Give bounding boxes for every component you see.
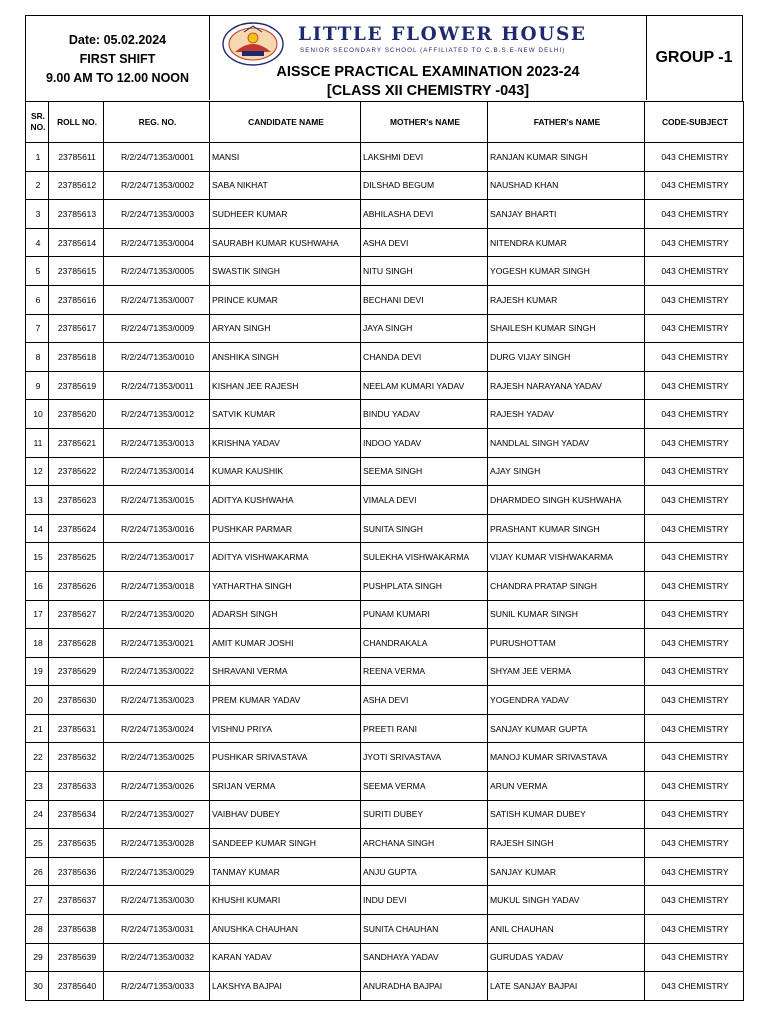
cell-reg-no: R/2/24/71353/0003 [104, 200, 210, 229]
cell-fathers-name: YOGESH KUMAR SINGH [488, 257, 645, 286]
cell-fathers-name: SUNIL KUMAR SINGH [488, 600, 645, 629]
cell-mothers-name: BINDU YADAV [361, 400, 488, 429]
cell-mothers-name: REENA VERMA [361, 657, 488, 686]
cell-mothers-name: INDOO YADAV [361, 428, 488, 457]
cell-fathers-name: ANIL CHAUHAN [488, 915, 645, 944]
cell-code-subject: 043 CHEMISTRY [645, 915, 744, 944]
cell-roll-no: 23785632 [49, 743, 104, 772]
cell-code-subject: 043 CHEMISTRY [645, 457, 744, 486]
cell-roll-no: 23785622 [49, 457, 104, 486]
cell-code-subject: 043 CHEMISTRY [645, 285, 744, 314]
cell-candidate-name: LAKSHYA BAJPAI [210, 972, 361, 1001]
cell-reg-no: R/2/24/71353/0015 [104, 486, 210, 515]
cell-mothers-name: LAKSHMI DEVI [361, 143, 488, 172]
table-row [26, 285, 744, 314]
cell-sr-no: 22 [26, 743, 49, 772]
cell-fathers-name: MUKUL SINGH YADAV [488, 886, 645, 915]
cell-mothers-name: VIMALA DEVI [361, 486, 488, 515]
cell-candidate-name: SATVIK KUMAR [210, 400, 361, 429]
cell-roll-no: 23785612 [49, 171, 104, 200]
exam-date: Date: 05.02.2024 [68, 33, 167, 47]
cell-candidate-name: SAURABH KUMAR KUSHWAHA [210, 228, 361, 257]
cell-roll-no: 23785628 [49, 629, 104, 658]
table-row [26, 600, 744, 629]
cell-sr-no: 5 [26, 257, 49, 286]
exam-title: AISSCE PRACTICAL EXAMINATION 2023-24 [276, 64, 580, 80]
cell-mothers-name: BECHANI DEVI [361, 285, 488, 314]
table-row [26, 314, 744, 343]
school-banner [210, 16, 646, 100]
cell-fathers-name: RAJESH YADAV [488, 400, 645, 429]
cell-fathers-name: GURUDAS YADAV [488, 943, 645, 972]
cell-roll-no: 23785633 [49, 772, 104, 801]
cell-mothers-name: NEELAM KUMARI YADAV [361, 371, 488, 400]
table-row [26, 200, 744, 229]
cell-mothers-name: DILSHAD BEGUM [361, 171, 488, 200]
exam-subject: [CLASS XII CHEMISTRY -043] [326, 83, 530, 99]
cell-sr-no: 8 [26, 343, 49, 372]
cell-sr-no: 6 [26, 285, 49, 314]
cell-code-subject: 043 CHEMISTRY [645, 400, 744, 429]
cell-roll-no: 23785616 [49, 285, 104, 314]
cell-fathers-name: SANJAY KUMAR [488, 857, 645, 886]
cell-sr-no: 23 [26, 772, 49, 801]
cell-reg-no: R/2/24/71353/0025 [104, 743, 210, 772]
cell-mothers-name: SURITI DUBEY [361, 800, 488, 829]
cell-sr-no: 4 [26, 228, 49, 257]
cell-roll-no: 23785619 [49, 371, 104, 400]
cell-roll-no: 23785640 [49, 972, 104, 1001]
cell-candidate-name: PRINCE KUMAR [210, 285, 361, 314]
table-row [26, 629, 744, 658]
cell-sr-no: 20 [26, 686, 49, 715]
cell-candidate-name: ANSHIKA SINGH [210, 343, 361, 372]
cell-code-subject: 043 CHEMISTRY [645, 514, 744, 543]
cell-roll-no: 23785614 [49, 228, 104, 257]
cell-mothers-name: JYOTI SRIVASTAVA [361, 743, 488, 772]
cell-mothers-name: ASHA DEVI [361, 686, 488, 715]
exam-time: 9.00 AM TO 12.00 NOON [45, 71, 190, 85]
table-body [26, 143, 744, 1001]
table-row [26, 571, 744, 600]
cell-roll-no: 23785625 [49, 543, 104, 572]
cell-candidate-name: AMIT KUMAR JOSHI [210, 629, 361, 658]
cell-code-subject: 043 CHEMISTRY [645, 543, 744, 572]
cell-candidate-name: SUDHEER KUMAR [210, 200, 361, 229]
table-row [26, 514, 744, 543]
cell-roll-no: 23785624 [49, 514, 104, 543]
cell-mothers-name: CHANDA DEVI [361, 343, 488, 372]
cell-roll-no: 23785627 [49, 600, 104, 629]
cell-code-subject: 043 CHEMISTRY [645, 829, 744, 858]
cell-mothers-name: SUNITA SINGH [361, 514, 488, 543]
cell-sr-no: 16 [26, 571, 49, 600]
cell-candidate-name: KHUSHI KUMARI [210, 886, 361, 915]
cell-reg-no: R/2/24/71353/0001 [104, 143, 210, 172]
cell-sr-no: 26 [26, 857, 49, 886]
cell-reg-no: R/2/24/71353/0002 [104, 171, 210, 200]
exam-schedule [26, 16, 210, 100]
header-roll-no: ROLL NO. [49, 102, 104, 143]
sheet-header [25, 15, 743, 102]
header-reg-no: REG. NO. [104, 102, 210, 143]
cell-mothers-name: ARCHANA SINGH [361, 829, 488, 858]
cell-candidate-name: KARAN YADAV [210, 943, 361, 972]
cell-roll-no: 23785613 [49, 200, 104, 229]
cell-candidate-name: SWASTIK SINGH [210, 257, 361, 286]
cell-code-subject: 043 CHEMISTRY [645, 343, 744, 372]
cell-roll-no: 23785621 [49, 428, 104, 457]
cell-sr-no: 14 [26, 514, 49, 543]
cell-reg-no: R/2/24/71353/0016 [104, 514, 210, 543]
table-row [26, 257, 744, 286]
cell-candidate-name: PREM KUMAR YADAV [210, 686, 361, 715]
cell-code-subject: 043 CHEMISTRY [645, 800, 744, 829]
table-row [26, 657, 744, 686]
cell-reg-no: R/2/24/71353/0028 [104, 829, 210, 858]
table-row [26, 343, 744, 372]
table-row [26, 171, 744, 200]
table-row [26, 686, 744, 715]
table-row [26, 829, 744, 858]
cell-fathers-name: AJAY SINGH [488, 457, 645, 486]
cell-mothers-name: SEEMA VERMA [361, 772, 488, 801]
cell-fathers-name: RAJESH NARAYANA YADAV [488, 371, 645, 400]
cell-code-subject: 043 CHEMISTRY [645, 371, 744, 400]
cell-candidate-name: SABA NIKHAT [210, 171, 361, 200]
cell-reg-no: R/2/24/71353/0030 [104, 886, 210, 915]
header-sr-no: SR. NO. [26, 102, 49, 143]
table-row [26, 543, 744, 572]
cell-mothers-name: NITU SINGH [361, 257, 488, 286]
cell-code-subject: 043 CHEMISTRY [645, 714, 744, 743]
school-tagline: SENIOR SECONDARY SCHOOL (AFFILIATED TO C.B.S.E-NEW DELHI) [300, 47, 566, 54]
table-row [26, 857, 744, 886]
cell-sr-no: 3 [26, 200, 49, 229]
cell-roll-no: 23785639 [49, 943, 104, 972]
cell-sr-no: 9 [26, 371, 49, 400]
cell-roll-no: 23785638 [49, 915, 104, 944]
cell-roll-no: 23785631 [49, 714, 104, 743]
candidate-table [25, 101, 744, 1001]
cell-candidate-name: SANDEEP KUMAR SINGH [210, 829, 361, 858]
cell-candidate-name: ADITYA VISHWAKARMA [210, 543, 361, 572]
table-row [26, 886, 744, 915]
cell-candidate-name: ADITYA KUSHWAHA [210, 486, 361, 515]
cell-candidate-name: ADARSH SINGH [210, 600, 361, 629]
cell-fathers-name: RAJESH KUMAR [488, 285, 645, 314]
cell-code-subject: 043 CHEMISTRY [645, 657, 744, 686]
cell-mothers-name: PUNAM KUMARI [361, 600, 488, 629]
table-row [26, 943, 744, 972]
table-row [26, 228, 744, 257]
cell-sr-no: 10 [26, 400, 49, 429]
school-logo-icon [222, 22, 284, 66]
cell-candidate-name: VAIBHAV DUBEY [210, 800, 361, 829]
cell-mothers-name: SANDHAYA YADAV [361, 943, 488, 972]
table-row [26, 800, 744, 829]
cell-reg-no: R/2/24/71353/0020 [104, 600, 210, 629]
cell-fathers-name: MANOJ KUMAR SRIVASTAVA [488, 743, 645, 772]
header-fathers-name: FATHER's NAME [488, 102, 645, 143]
cell-roll-no: 23785618 [49, 343, 104, 372]
cell-code-subject: 043 CHEMISTRY [645, 600, 744, 629]
cell-mothers-name: CHANDRAKALA [361, 629, 488, 658]
cell-reg-no: R/2/24/71353/0026 [104, 772, 210, 801]
cell-fathers-name: VIJAY KUMAR VISHWAKARMA [488, 543, 645, 572]
cell-mothers-name: PUSHPLATA SINGH [361, 571, 488, 600]
table-row [26, 486, 744, 515]
table-row [26, 972, 744, 1001]
cell-fathers-name: PRASHANT KUMAR SINGH [488, 514, 645, 543]
cell-mothers-name: SEEMA SINGH [361, 457, 488, 486]
cell-candidate-name: ARYAN SINGH [210, 314, 361, 343]
school-name: LITTLE FLOWER HOUSE [298, 24, 587, 45]
cell-candidate-name: PUSHKAR PARMAR [210, 514, 361, 543]
cell-roll-no: 23785623 [49, 486, 104, 515]
cell-candidate-name: SRIJAN VERMA [210, 772, 361, 801]
cell-code-subject: 043 CHEMISTRY [645, 943, 744, 972]
cell-candidate-name: KUMAR KAUSHIK [210, 457, 361, 486]
cell-code-subject: 043 CHEMISTRY [645, 200, 744, 229]
header-mothers-name: MOTHER's NAME [361, 102, 488, 143]
cell-reg-no: R/2/24/71353/0027 [104, 800, 210, 829]
cell-reg-no: R/2/24/71353/0029 [104, 857, 210, 886]
cell-candidate-name: ANUSHKA CHAUHAN [210, 915, 361, 944]
cell-fathers-name: RANJAN KUMAR SINGH [488, 143, 645, 172]
cell-roll-no: 23785615 [49, 257, 104, 286]
cell-roll-no: 23785634 [49, 800, 104, 829]
cell-sr-no: 27 [26, 886, 49, 915]
cell-code-subject: 043 CHEMISTRY [645, 857, 744, 886]
cell-mothers-name: SUNITA CHAUHAN [361, 915, 488, 944]
cell-fathers-name: RAJESH SINGH [488, 829, 645, 858]
cell-reg-no: R/2/24/71353/0009 [104, 314, 210, 343]
cell-reg-no: R/2/24/71353/0007 [104, 285, 210, 314]
cell-reg-no: R/2/24/71353/0004 [104, 228, 210, 257]
cell-fathers-name: NAUSHAD KHAN [488, 171, 645, 200]
table-row [26, 915, 744, 944]
cell-sr-no: 11 [26, 428, 49, 457]
cell-sr-no: 21 [26, 714, 49, 743]
cell-code-subject: 043 CHEMISTRY [645, 886, 744, 915]
cell-sr-no: 15 [26, 543, 49, 572]
cell-reg-no: R/2/24/71353/0010 [104, 343, 210, 372]
cell-mothers-name: SULEKHA VISHWAKARMA [361, 543, 488, 572]
header-code-subject: CODE-SUBJECT [645, 102, 744, 143]
cell-fathers-name: SHAILESH KUMAR SINGH [488, 314, 645, 343]
cell-mothers-name: ANJU GUPTA [361, 857, 488, 886]
cell-sr-no: 29 [26, 943, 49, 972]
cell-mothers-name: INDU DEVI [361, 886, 488, 915]
cell-candidate-name: KRISHNA YADAV [210, 428, 361, 457]
cell-sr-no: 12 [26, 457, 49, 486]
cell-fathers-name: SANJAY KUMAR GUPTA [488, 714, 645, 743]
cell-mothers-name: ABHILASHA DEVI [361, 200, 488, 229]
table-row [26, 772, 744, 801]
cell-fathers-name: NITENDRA KUMAR [488, 228, 645, 257]
cell-sr-no: 17 [26, 600, 49, 629]
cell-code-subject: 043 CHEMISTRY [645, 228, 744, 257]
cell-candidate-name: PUSHKAR SRIVASTAVA [210, 743, 361, 772]
cell-code-subject: 043 CHEMISTRY [645, 314, 744, 343]
table-row [26, 457, 744, 486]
cell-mothers-name: ASHA DEVI [361, 228, 488, 257]
cell-roll-no: 23785635 [49, 829, 104, 858]
cell-sr-no: 28 [26, 915, 49, 944]
cell-code-subject: 043 CHEMISTRY [645, 486, 744, 515]
cell-fathers-name: SATISH KUMAR DUBEY [488, 800, 645, 829]
cell-fathers-name: YOGENDRA YADAV [488, 686, 645, 715]
cell-candidate-name: SHRAVANI VERMA [210, 657, 361, 686]
cell-reg-no: R/2/24/71353/0022 [104, 657, 210, 686]
cell-reg-no: R/2/24/71353/0012 [104, 400, 210, 429]
cell-sr-no: 18 [26, 629, 49, 658]
cell-candidate-name: YATHARTHA SINGH [210, 571, 361, 600]
cell-sr-no: 13 [26, 486, 49, 515]
cell-reg-no: R/2/24/71353/0032 [104, 943, 210, 972]
exam-shift: FIRST SHIFT [79, 52, 156, 66]
cell-sr-no: 7 [26, 314, 49, 343]
group-label: GROUP -1 [646, 16, 741, 100]
cell-candidate-name: MANSI [210, 143, 361, 172]
cell-fathers-name: SHYAM JEE VERMA [488, 657, 645, 686]
cell-mothers-name: ANURADHA BAJPAI [361, 972, 488, 1001]
cell-sr-no: 25 [26, 829, 49, 858]
cell-candidate-name: TANMAY KUMAR [210, 857, 361, 886]
cell-fathers-name: LATE SANJAY BAJPAI [488, 972, 645, 1001]
cell-reg-no: R/2/24/71353/0013 [104, 428, 210, 457]
cell-fathers-name: NANDLAL SINGH YADAV [488, 428, 645, 457]
cell-reg-no: R/2/24/71353/0021 [104, 629, 210, 658]
cell-code-subject: 043 CHEMISTRY [645, 257, 744, 286]
header-candidate-name: CANDIDATE NAME [210, 102, 361, 143]
cell-reg-no: R/2/24/71353/0011 [104, 371, 210, 400]
cell-code-subject: 043 CHEMISTRY [645, 972, 744, 1001]
cell-roll-no: 23785611 [49, 143, 104, 172]
cell-roll-no: 23785636 [49, 857, 104, 886]
cell-code-subject: 043 CHEMISTRY [645, 143, 744, 172]
cell-reg-no: R/2/24/71353/0017 [104, 543, 210, 572]
cell-fathers-name: SANJAY BHARTI [488, 200, 645, 229]
cell-candidate-name: KISHAN JEE RAJESH [210, 371, 361, 400]
cell-fathers-name: PURUSHOTTAM [488, 629, 645, 658]
cell-reg-no: R/2/24/71353/0024 [104, 714, 210, 743]
table-row [26, 143, 744, 172]
cell-reg-no: R/2/24/71353/0014 [104, 457, 210, 486]
cell-roll-no: 23785620 [49, 400, 104, 429]
cell-reg-no: R/2/24/71353/0023 [104, 686, 210, 715]
cell-sr-no: 1 [26, 143, 49, 172]
cell-code-subject: 043 CHEMISTRY [645, 772, 744, 801]
cell-code-subject: 043 CHEMISTRY [645, 686, 744, 715]
table-row [26, 428, 744, 457]
cell-reg-no: R/2/24/71353/0033 [104, 972, 210, 1001]
table-header-row [26, 102, 744, 143]
table-row [26, 743, 744, 772]
cell-code-subject: 043 CHEMISTRY [645, 571, 744, 600]
cell-roll-no: 23785637 [49, 886, 104, 915]
cell-fathers-name: DURG VIJAY SINGH [488, 343, 645, 372]
cell-fathers-name: CHANDRA PRATAP SINGH [488, 571, 645, 600]
cell-code-subject: 043 CHEMISTRY [645, 171, 744, 200]
cell-fathers-name: ARUN VERMA [488, 772, 645, 801]
cell-reg-no: R/2/24/71353/0018 [104, 571, 210, 600]
cell-mothers-name: JAYA SINGH [361, 314, 488, 343]
cell-code-subject: 043 CHEMISTRY [645, 743, 744, 772]
cell-roll-no: 23785617 [49, 314, 104, 343]
cell-reg-no: R/2/24/71353/0031 [104, 915, 210, 944]
cell-mothers-name: PREETI RANI [361, 714, 488, 743]
cell-roll-no: 23785626 [49, 571, 104, 600]
cell-sr-no: 19 [26, 657, 49, 686]
cell-sr-no: 24 [26, 800, 49, 829]
cell-code-subject: 043 CHEMISTRY [645, 428, 744, 457]
school-logo [222, 22, 284, 66]
cell-code-subject: 043 CHEMISTRY [645, 629, 744, 658]
table-row [26, 400, 744, 429]
cell-sr-no: 30 [26, 972, 49, 1001]
cell-roll-no: 23785630 [49, 686, 104, 715]
cell-reg-no: R/2/24/71353/0005 [104, 257, 210, 286]
table-row [26, 371, 744, 400]
cell-fathers-name: DHARMDEO SINGH KUSHWAHA [488, 486, 645, 515]
exam-sheet [25, 15, 743, 1009]
table-row [26, 714, 744, 743]
cell-candidate-name: VISHNU PRIYA [210, 714, 361, 743]
cell-sr-no: 2 [26, 171, 49, 200]
cell-roll-no: 23785629 [49, 657, 104, 686]
